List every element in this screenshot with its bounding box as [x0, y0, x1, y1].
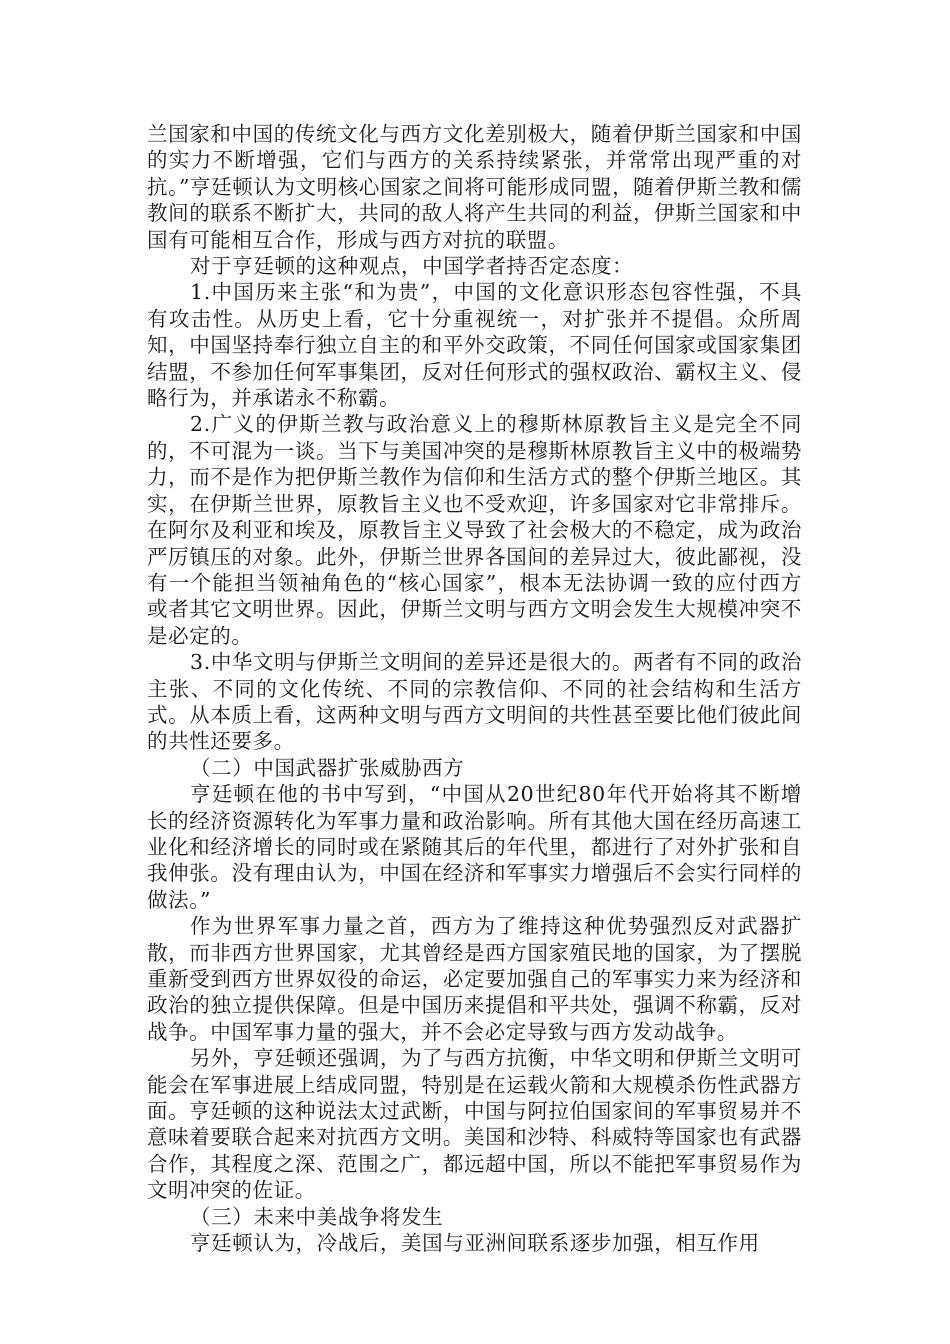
section-heading-2: （二）中国武器扩张威胁西方: [190, 755, 465, 780]
paragraph-cold-war: 亨廷顿认为，冷战后，美国与亚洲间联系逐步加强，相互作用: [190, 1231, 760, 1256]
paragraph-quote-huntington: 亨廷顿在他的书中写到，“中国从20世纪80年代开始将其不断增长的经济资源转化为军事力量和政治影响。所有其他大国在经历高速工业化和经济增长的同时或在紧随其后的年代里，都进行了对外扩张和自我伸张。没有理由认为，中国在经济和军事实力增强后不会实行同样的做法。”: [147, 782, 802, 912]
paragraph-point-3: 3.中华文明与伊斯兰文明间的差异还是很大的。两者有不同的政治主张、不同的文化传统、不同的宗教信仰、不同的社会结构和生活方式。从本质上看，这两种文明与西方文明间的共性甚至要比他们彼此间的共性还要多。: [147, 650, 802, 754]
paragraph-point-1: 1.中国历来主张“和为贵”，中国的文化意识形态包容性强，不具有攻击性。从历史上看，它十分重视统一，对扩张并不提倡。众所周知，中国坚持奉行独立自主的和平外交政策，不同任何国家或国家集团结盟，不参加任何军事集团，反对任何形式的强权政治、霸权主义、侵略行为，并承诺永不称霸。: [147, 280, 802, 411]
paragraph-west-military: 作为世界军事力量之首，西方为了维持这种优势强烈反对武器扩散，而非西方世界国家，尤其曾经是西方国家殖民地的国家，为了摆脱重新受到西方世界奴役的命运，必定要加强自己的军事实力来为经济和政治的独立提供保障。但是中国历来提倡和平共处，强调不称霸，反对战争。中国军事力量的强大，并不会必定导致与西方发动战争。: [147, 914, 802, 1044]
paragraph-scholars-view: 对于亨廷顿的这种观点，中国学者持否定态度：: [190, 254, 634, 279]
paragraph-alliance-claim: 另外，亨廷顿还强调，为了与西方抗衡，中华文明和伊斯兰文明可能会在军事进展上结成同盟，特别是在运载火箭和大规模杀伤性武器方面。亨廷顿的这种说法太过武断，中国与阿拉伯国家间的军事贸易并不意味着要联合起来对抗西方文明。美国和沙特、科威特等国家也有武器合作，其程度之深、范围之广，都远超中国，所以不能把军事贸易作为文明冲突的佐证。: [147, 1046, 802, 1203]
document-body: [147, 121, 802, 1256]
paragraph-point-2: 2.广义的伊斯兰教与政治意义上的穆斯林原教旨主义是完全不同的，不可混为一谈。当下与美国冲突的是穆斯林原教旨主义中的极端势力，而不是作为把伊斯兰教作为信仰和生活方式的整个伊斯兰地区。其实，在伊斯兰世界，原教旨主义也不受欢迎，许多国家对它非常排斥。在阿尔及利亚和埃及，原教旨主义导致了社会极大的不稳定，成为政治严厉镇压的对象。此外，伊斯兰世界各国间的差异过大，彼此鄙视，没有一个能担当领袖角色的“核心国家”，根本无法协调一致的应付西方或者其它文明世界。因此，伊斯兰文明与西方文明会发生大规模冲突不是必定的。: [147, 412, 802, 648]
paragraph-continued: 兰国家和中国的传统文化与西方文化差别极大，随着伊斯兰国家和中国的实力不断增强，它们与西方的关系持续紧张，并常常出现严重的对抗。”亨廷顿认为文明核心国家之间将可能形成同盟，随着伊斯兰教和儒教间的联系不断扩大，共同的敌人将产生共同的利益，伊斯兰国家和中国有可能相互合作，形成与西方对抗的联盟。: [147, 122, 802, 252]
section-heading-3: （三）未来中美战争将发生: [190, 1204, 444, 1229]
